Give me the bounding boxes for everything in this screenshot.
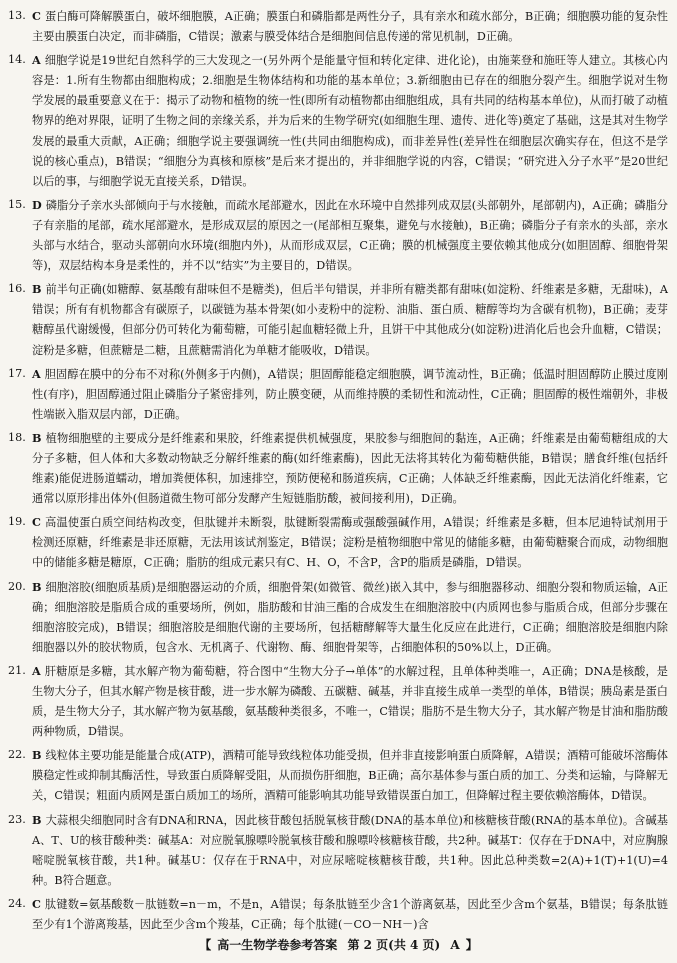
answer-list [8,6,668,938]
page-footer [0,936,677,953]
question-number: 17. [8,366,26,380]
answer-item [8,195,668,276]
explanation-text: 胆固醇在膜中的分布不对称(外侧多于内侧)，A错误；胆固醇能稳定细胞膜，调节流动性，B正确；低温时胆固醇防止膜过度刚性(有序)，胆固醇通过阻止磷脂分子紧密排列，防止膜变硬，从而维持膜的柔韧性和流动性，C正确；胆固醇的极性端朝外，非极性端嵌入脂双层内部，D正确。 [32,367,668,421]
question-number: 24. [8,896,26,910]
answer-item [8,894,668,935]
footer-bracket-right: 】 [465,938,478,952]
footer-version: A [450,938,460,952]
explanation-text: 线粒体主要功能是能量合成(ATP)，酒精可能导致线粒体功能受损，但并非直接影响蛋白质降解，A错误；酒精可能破坏溶酶体膜稳定性或抑制其酶活性，导致蛋白质降解受阻，从而损伤肝细胞，B正确；高尔基体参与蛋白质的加工、分类和运输，与降解无关，C错误；粗面内质网是蛋白质加工的场所，酒精可能影响其功能导致错误蛋白加工，但降解过程主要依赖溶酶体，D错误。 [32,749,668,803]
answer-letter: A [32,663,41,678]
answer-item [8,577,668,658]
explanation-text: 前半句正确(如糖醇、氨基酸有甜味但不是糖类)，但后半句错误，并非所有糖类都有甜味(如淀粉、纤维素是多糖，无甜味)，A错误；所有有机物都含有碳原子，以碳链为基本骨架(如小麦粉中的淀粉、油脂、蛋白质、糖醇等均为含碳有机物)，B正确；麦芽糖醇虽代谢缓慢，但部分仍可转化为葡萄糖，可能引起血糖轻微上升，且饼干中其他成分(如淀粉)进消化后也会升血糖，C错误；淀粉是多糖，但蔗糖是二糖，且蔗糖需消化为单糖才能吸收，D错误。 [32,283,668,357]
explanation-text: 磷脂分子亲水头部倾向于与水接触，而疏水尾部避水，因此在水环境中自然排列成双层(头部朝外，尾部朝内)，A正确；磷脂分子有亲脂的尾部，疏水尾部避水，是形成双层的原因之一(尾部相互聚集，避免与水接触)，B正确；磷脂分子有亲水的头部，亲水头部与水结合，驱动头部朝向水环境(细胞内外)，从而形成双层，C正确；膜的机械强度主要依赖其他成分(如胆固醇、细胞骨架等)，双层结构本身是柔性的，并不以“结实”为主要目的，D错误。 [32,198,668,273]
answer-item [8,745,668,806]
explanation-text: 肝糖原是多糖，其水解产物为葡萄糖，符合图中“生物大分子→单体”的水解过程，且单体种类唯一，A正确；DNA是核酸，是生物大分子，但其水解产物是核苷酸，进一步水解为磷酸、五碳糖、碱基，并非直接生成单一类型的单体，B错误；胰岛素是蛋白质，是生物大分子，其水解产物为氨基酸，氨基酸种类很多，不唯一，C错误；脂肪不是生物大分子，其水解产物是甘油和脂肪酸两种物质，D错误。 [32,664,668,739]
answer-letter: B [32,430,42,445]
answer-item [8,428,668,509]
explanation-text: 细胞学说是19世纪自然科学的三大发现之一(另外两个是能量守恒和转化定律、进化论)，由施莱登和施旺等人建立。其核心内容是：1.所有生物都由细胞构成；2.细胞是生物体结构和功能的基本单位；3.新细胞由已存在的细胞分裂产生。细胞学说对生物学发展的最重要意义在于：揭示了动物和植物的统一性(即所有动植物都由细胞组成，具有共同的结构基本单位)，从而打破了动植物界的绝对界限，证明了生物之间的亲缘关系，并为后来的生物学研究(如细胞生理、遗传、进化等)奠定了基础，这是其对生物学发展的最重大贡献，A正确；细胞学说主要强调统一性(共同由细胞构成)，而非差异性(差异性在细胞层次确实存在，但这不是学说的核心重点)，B错误；“细胞分为真核和原核”是后来才提出的，并非细胞学说的内容，C错误；“研究进入分子水平”是20世纪以后的事，与细胞学说无直接关系，D错误。 [32,54,668,188]
question-number: 14. [8,53,26,67]
question-number: 13. [8,9,26,22]
explanation-text: 植物细胞壁的主要成分是纤维素和果胶，纤维素提供机械强度，果胶参与细胞间的黏连，A正确；纤维素是由葡萄糖组成的大分子多糖，但人体和大多数动物缺乏分解纤维素的酶(如纤维素酶)，因此无法将其转化为葡萄糖供能，B错误；膳食纤维(包括纤维素)能促进肠道蠕动，增加粪便体积，加速排空，预防便秘和肠道疾病，C正确；人体缺乏纤维素酶，因此无法消化纤维素，它通常以原形排出体外(但肠道微生物可部分发酵产生短链脂肪酸，被间接利用)，D正确。 [32,431,668,506]
footer-title: 高一生物学卷参考答案 [217,938,338,952]
question-number: 18. [8,430,26,444]
answer-item [8,512,668,573]
answer-item [8,364,668,425]
question-number: 22. [8,748,26,762]
answer-letter: D [32,197,42,212]
answer-letter: C [32,515,41,530]
answer-item [8,279,668,360]
explanation-text: 蛋白酶可降解膜蛋白，破坏细胞膜，A正确；膜蛋白和磷脂都是两性分子，具有亲水和疏水部分，B正确；细胞膜功能的复杂性主要由膜蛋白决定，而非磷脂，C错误；激素与膜受体结合是细胞间信息传递的常见机制，D正确。 [32,10,668,44]
explanation-text: 肽键数=氨基酸数－肽链数=n－m，不是n，A错误；每条肽链至少含1个游离氨基，因此至少含m个氨基，B错误；每条肽链至少有1个游离羧基，因此至少含m个羧基，C正确；每个肽键(－CO－NH－)含 [32,897,668,932]
footer-bracket-left: 【 [199,938,212,952]
question-number: 19. [8,515,26,529]
question-number: 21. [8,663,26,677]
answer-item [8,50,668,192]
footer-page-info: 第 2 页(共 4 页) [347,938,441,952]
answer-letter: B [32,748,42,763]
answer-letter: A [32,366,41,381]
answer-letter: C [32,9,41,23]
answer-letter: B [32,812,42,827]
explanation-text: 细胞溶胶(细胞质基质)是细胞器运动的介质，细胞骨架(如微管、微丝)嵌入其中，参与细胞器移动、细胞分裂和物质运输，A正确；细胞溶胶是脂质合成的重要场所，例如，脂肪酸和甘油三酯的合成发生在细胞溶胶中(内质网也参与脂质合成，但部分步骤在细胞溶胶完成)，B错误；细胞溶胶是细胞代谢的主要场所，包括糖酵解等大量生化反应在此进行，C正确；细胞溶胶是细胞内除细胞器以外的胶状物质，包含水、无机离子、代谢物、酶、细胞骨架等，占细胞体积的50%以上，D正确。 [32,580,668,654]
answer-item [8,6,668,47]
answer-letter: C [32,896,41,911]
answer-letter: B [32,282,42,297]
explanation-text: 大蒜根尖细胞同时含有DNA和RNA，因此核苷酸包括脱氧核苷酸(DNA的基本单位)和核糖核苷酸(RNA的基本单位)。含碱基A、T、U的核苷酸种类：碱基A：对应脱氧腺嘌呤脱氧核苷酸和腺嘌呤核糖核苷酸，共2种。碱基T：仅存在于DNA中，对应胸腺嘧啶脱氧核苷酸，共1种。碱基U：仅存在于RNA中，对应尿嘧啶核糖核苷酸，共1种。因此总种类数=2(A)+1(T)+1(U)=4种。B符合题意。 [32,813,668,887]
question-number: 15. [8,197,26,211]
answer-letter: B [32,579,42,594]
answer-item [8,661,668,742]
explanation-text: 高温使蛋白质空间结构改变，但肽键并未断裂，肽键断裂需酶或强酸强碱作用，A错误；纤维素是多糖，但本尼迪特试剂用于检测还原糖，纤维素是非还原糖，无法用该试剂鉴定，B错误；淀粉是植物细胞中常见的储能多糖，由葡萄糖聚合而成，动物细胞中的储能多糖是糖原，C正确；脂肪的组成元素只有C、H、O，不含P，含P的脂质是磷脂，D错误。 [32,516,668,570]
answer-item [8,810,668,891]
answer-letter: A [32,53,41,68]
question-number: 23. [8,812,26,826]
question-number: 20. [8,579,26,593]
question-number: 16. [8,282,26,296]
